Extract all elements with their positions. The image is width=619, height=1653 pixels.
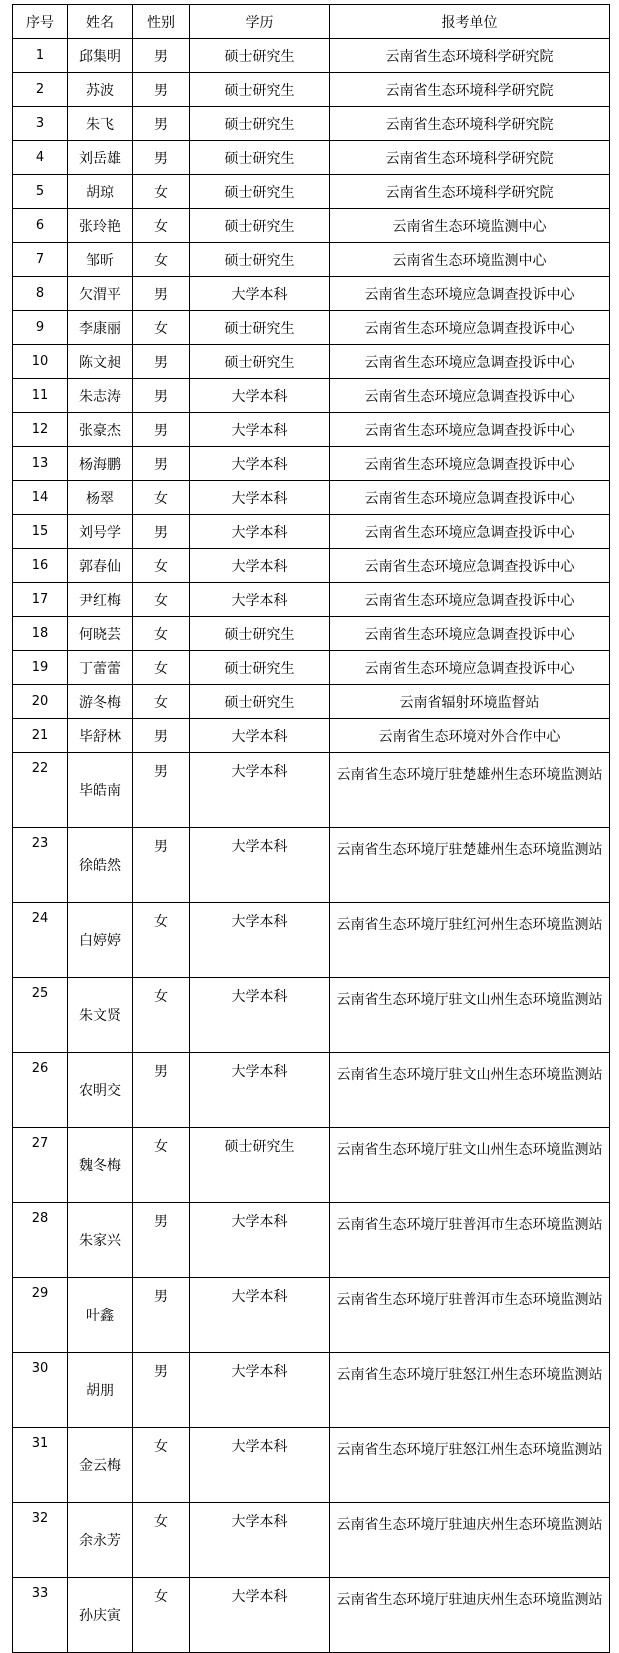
- gender-cell: 男: [133, 413, 190, 447]
- table-header: [13, 5, 610, 39]
- unit-cell: 云南省辐射环境监督站: [330, 685, 610, 719]
- unit-cell: 云南省生态环境应急调查投诉中心: [330, 379, 610, 413]
- unit-cell: 云南省生态环境应急调查投诉中心: [330, 447, 610, 481]
- name-cell: 苏波: [68, 73, 133, 107]
- education-cell: 大学本科: [190, 1353, 330, 1428]
- name-cell: 农明交: [68, 1053, 133, 1128]
- table-row: [13, 311, 610, 345]
- index-cell: 29: [13, 1278, 68, 1353]
- unit-cell: [330, 1578, 610, 1653]
- table-row: [13, 1503, 610, 1578]
- index-cell: 17: [13, 583, 68, 617]
- education-cell: 硕士研究生: [190, 243, 330, 277]
- index-cell: 8: [13, 277, 68, 311]
- education-cell: 硕士研究生: [190, 311, 330, 345]
- index-cell: 2: [13, 73, 68, 107]
- table-row: [13, 1053, 610, 1128]
- unit-cell: [330, 1428, 610, 1503]
- education-cell: 硕士研究生: [190, 651, 330, 685]
- name-cell: 张豪杰: [68, 413, 133, 447]
- index-cell: 22: [13, 753, 68, 828]
- education-cell: 大学本科: [190, 481, 330, 515]
- table-row: [13, 1278, 610, 1353]
- education-cell: 大学本科: [190, 447, 330, 481]
- unit-cell: 云南省生态环境应急调查投诉中心: [330, 277, 610, 311]
- index-cell: 18: [13, 617, 68, 651]
- name-cell: 叶鑫: [68, 1278, 133, 1353]
- education-cell: 大学本科: [190, 379, 330, 413]
- header-unit: 报考单位: [330, 5, 610, 39]
- name-cell: 白婷婷: [68, 903, 133, 978]
- name-cell: 尹红梅: [68, 583, 133, 617]
- name-cell: 张玲艳: [68, 209, 133, 243]
- name-cell: 欠渭平: [68, 277, 133, 311]
- name-cell: 何晓芸: [68, 617, 133, 651]
- table-row: [13, 549, 610, 583]
- unit-cell: 云南省生态环境应急调查投诉中心: [330, 549, 610, 583]
- unit-text: 云南省生态环境厅驻红河州生态环境监测站: [336, 917, 603, 933]
- unit-cell: [330, 1203, 610, 1278]
- gender-cell: 男: [133, 345, 190, 379]
- gender-cell: 女: [133, 1428, 190, 1503]
- index-cell: 28: [13, 1203, 68, 1278]
- gender-cell: 男: [133, 447, 190, 481]
- gender-cell: 女: [133, 209, 190, 243]
- education-cell: 大学本科: [190, 1503, 330, 1578]
- gender-cell: 男: [133, 1278, 190, 1353]
- gender-cell: 女: [133, 243, 190, 277]
- index-cell: 5: [13, 175, 68, 209]
- index-cell: 16: [13, 549, 68, 583]
- table-row: [13, 39, 610, 73]
- gender-cell: 女: [133, 685, 190, 719]
- gender-cell: 女: [133, 651, 190, 685]
- name-cell: 毕舒林: [68, 719, 133, 753]
- gender-cell: 男: [133, 277, 190, 311]
- education-cell: 硕士研究生: [190, 141, 330, 175]
- education-cell: 大学本科: [190, 1203, 330, 1278]
- table-row: [13, 413, 610, 447]
- index-cell: 14: [13, 481, 68, 515]
- name-cell: 游冬梅: [68, 685, 133, 719]
- gender-cell: 男: [133, 1353, 190, 1428]
- education-cell: 大学本科: [190, 903, 330, 978]
- index-cell: 33: [13, 1578, 68, 1653]
- unit-text: 云南省生态环境厅驻文山州生态环境监测站: [336, 1142, 603, 1158]
- index-cell: 15: [13, 515, 68, 549]
- table-row: [13, 753, 610, 828]
- table-row: [13, 209, 610, 243]
- name-cell: 金云梅: [68, 1428, 133, 1503]
- table-row: [13, 379, 610, 413]
- table-row: [13, 73, 610, 107]
- unit-cell: 云南省生态环境科学研究院: [330, 107, 610, 141]
- unit-cell: 云南省生态环境应急调查投诉中心: [330, 583, 610, 617]
- header-gender: 性别: [133, 5, 190, 39]
- gender-cell: 女: [133, 311, 190, 345]
- table-row: [13, 447, 610, 481]
- index-cell: 24: [13, 903, 68, 978]
- table-row: [13, 583, 610, 617]
- table-row: [13, 617, 610, 651]
- name-cell: 胡琼: [68, 175, 133, 209]
- index-cell: 27: [13, 1128, 68, 1203]
- education-cell: 硕士研究生: [190, 617, 330, 651]
- unit-text: 云南省生态环境厅驻普洱市生态环境监测站: [336, 1217, 603, 1233]
- unit-text: 云南省生态环境厅驻怒江州生态环境监测站: [336, 1367, 603, 1383]
- gender-cell: 男: [133, 107, 190, 141]
- name-cell: 余永芳: [68, 1503, 133, 1578]
- index-cell: 1: [13, 39, 68, 73]
- table-row: [13, 345, 610, 379]
- name-cell: 朱志涛: [68, 379, 133, 413]
- education-cell: 大学本科: [190, 753, 330, 828]
- education-cell: 大学本科: [190, 549, 330, 583]
- unit-cell: [330, 978, 610, 1053]
- gender-cell: 男: [133, 828, 190, 903]
- unit-cell: 云南省生态环境科学研究院: [330, 175, 610, 209]
- header-name: 姓名: [68, 5, 133, 39]
- gender-cell: 女: [133, 1503, 190, 1578]
- unit-cell: 云南省生态环境科学研究院: [330, 39, 610, 73]
- unit-cell: [330, 1053, 610, 1128]
- gender-cell: 女: [133, 583, 190, 617]
- education-cell: 大学本科: [190, 583, 330, 617]
- index-cell: 7: [13, 243, 68, 277]
- education-cell: 大学本科: [190, 1053, 330, 1128]
- name-cell: 邱集明: [68, 39, 133, 73]
- gender-cell: 女: [133, 903, 190, 978]
- name-cell: 李康丽: [68, 311, 133, 345]
- unit-cell: 云南省生态环境应急调查投诉中心: [330, 515, 610, 549]
- name-cell: 丁蕾蕾: [68, 651, 133, 685]
- table-row: [13, 1578, 610, 1653]
- table-row: [13, 685, 610, 719]
- index-cell: 4: [13, 141, 68, 175]
- unit-cell: [330, 1278, 610, 1353]
- gender-cell: 男: [133, 515, 190, 549]
- unit-text: 云南省生态环境厅驻文山州生态环境监测站: [336, 1067, 603, 1083]
- table-row: [13, 1203, 610, 1278]
- unit-cell: 云南省生态环境对外合作中心: [330, 719, 610, 753]
- table-row: [13, 1128, 610, 1203]
- table-row: [13, 1353, 610, 1428]
- unit-cell: [330, 828, 610, 903]
- unit-cell: [330, 903, 610, 978]
- name-cell: 邹昕: [68, 243, 133, 277]
- unit-text: 云南省生态环境厅驻楚雄州生态环境监测站: [336, 842, 603, 858]
- unit-cell: [330, 753, 610, 828]
- unit-text: 云南省生态环境厅驻怒江州生态环境监测站: [336, 1442, 603, 1458]
- table-row: [13, 903, 610, 978]
- name-cell: 朱文贤: [68, 978, 133, 1053]
- name-cell: 魏冬梅: [68, 1128, 133, 1203]
- education-cell: 硕士研究生: [190, 1128, 330, 1203]
- unit-text: 云南省生态环境厅驻普洱市生态环境监测站: [336, 1292, 603, 1308]
- header-index: 序号: [13, 5, 68, 39]
- name-cell: 刘岳雄: [68, 141, 133, 175]
- table-body: [13, 39, 610, 1653]
- index-cell: 20: [13, 685, 68, 719]
- unit-cell: [330, 1503, 610, 1578]
- unit-cell: 云南省生态环境科学研究院: [330, 73, 610, 107]
- index-cell: 32: [13, 1503, 68, 1578]
- education-cell: 大学本科: [190, 978, 330, 1053]
- unit-cell: 云南省生态环境应急调查投诉中心: [330, 617, 610, 651]
- education-cell: 硕士研究生: [190, 107, 330, 141]
- table-row: [13, 277, 610, 311]
- candidate-table: [12, 4, 610, 1653]
- unit-cell: 云南省生态环境监测中心: [330, 243, 610, 277]
- index-cell: 12: [13, 413, 68, 447]
- index-cell: 30: [13, 1353, 68, 1428]
- unit-cell: 云南省生态环境应急调查投诉中心: [330, 413, 610, 447]
- name-cell: 朱飞: [68, 107, 133, 141]
- index-cell: 11: [13, 379, 68, 413]
- table-row: [13, 481, 610, 515]
- gender-cell: 男: [133, 73, 190, 107]
- unit-text: 云南省生态环境厅驻迪庆州生态环境监测站: [336, 1592, 603, 1608]
- name-cell: 郭春仙: [68, 549, 133, 583]
- gender-cell: 女: [133, 175, 190, 209]
- education-cell: 大学本科: [190, 719, 330, 753]
- name-cell: 杨海鹏: [68, 447, 133, 481]
- table-row: [13, 141, 610, 175]
- unit-cell: 云南省生态环境应急调查投诉中心: [330, 345, 610, 379]
- name-cell: 陈文昶: [68, 345, 133, 379]
- name-cell: 朱家兴: [68, 1203, 133, 1278]
- gender-cell: 女: [133, 481, 190, 515]
- table-row: [13, 175, 610, 209]
- education-cell: 大学本科: [190, 413, 330, 447]
- gender-cell: 男: [133, 753, 190, 828]
- education-cell: 硕士研究生: [190, 175, 330, 209]
- name-cell: 胡朋: [68, 1353, 133, 1428]
- header-education: 学历: [190, 5, 330, 39]
- index-cell: 19: [13, 651, 68, 685]
- unit-cell: 云南省生态环境科学研究院: [330, 141, 610, 175]
- index-cell: 6: [13, 209, 68, 243]
- name-cell: 孙庆寅: [68, 1578, 133, 1653]
- table-row: [13, 243, 610, 277]
- table-row: [13, 828, 610, 903]
- education-cell: 硕士研究生: [190, 73, 330, 107]
- unit-cell: 云南省生态环境监测中心: [330, 209, 610, 243]
- table-row: [13, 978, 610, 1053]
- index-cell: 25: [13, 978, 68, 1053]
- gender-cell: 女: [133, 1128, 190, 1203]
- education-cell: 硕士研究生: [190, 39, 330, 73]
- education-cell: 大学本科: [190, 1578, 330, 1653]
- gender-cell: 男: [133, 379, 190, 413]
- index-cell: 23: [13, 828, 68, 903]
- index-cell: 10: [13, 345, 68, 379]
- table-row: [13, 1428, 610, 1503]
- education-cell: 硕士研究生: [190, 209, 330, 243]
- education-cell: 大学本科: [190, 828, 330, 903]
- unit-cell: 云南省生态环境应急调查投诉中心: [330, 651, 610, 685]
- gender-cell: 男: [133, 1053, 190, 1128]
- gender-cell: 女: [133, 549, 190, 583]
- table-row: [13, 107, 610, 141]
- education-cell: 大学本科: [190, 515, 330, 549]
- unit-cell: [330, 1353, 610, 1428]
- unit-cell: [330, 1128, 610, 1203]
- unit-text: 云南省生态环境厅驻楚雄州生态环境监测站: [336, 767, 603, 783]
- index-cell: 13: [13, 447, 68, 481]
- name-cell: 毕皓南: [68, 753, 133, 828]
- index-cell: 9: [13, 311, 68, 345]
- education-cell: 大学本科: [190, 1278, 330, 1353]
- unit-text: 云南省生态环境厅驻迪庆州生态环境监测站: [336, 1517, 603, 1533]
- gender-cell: 女: [133, 1578, 190, 1653]
- unit-text: 云南省生态环境厅驻文山州生态环境监测站: [336, 992, 603, 1008]
- name-cell: 杨翠: [68, 481, 133, 515]
- name-cell: 徐皓然: [68, 828, 133, 903]
- name-cell: 刘号学: [68, 515, 133, 549]
- table-row: [13, 651, 610, 685]
- gender-cell: 男: [133, 141, 190, 175]
- index-cell: 31: [13, 1428, 68, 1503]
- table-row: [13, 515, 610, 549]
- gender-cell: 男: [133, 39, 190, 73]
- gender-cell: 女: [133, 978, 190, 1053]
- education-cell: 大学本科: [190, 1428, 330, 1503]
- index-cell: 3: [13, 107, 68, 141]
- unit-cell: 云南省生态环境应急调查投诉中心: [330, 481, 610, 515]
- education-cell: 大学本科: [190, 277, 330, 311]
- index-cell: 26: [13, 1053, 68, 1128]
- gender-cell: 男: [133, 719, 190, 753]
- education-cell: 硕士研究生: [190, 685, 330, 719]
- education-cell: 硕士研究生: [190, 345, 330, 379]
- index-cell: 21: [13, 719, 68, 753]
- table-row: [13, 719, 610, 753]
- unit-cell: 云南省生态环境应急调查投诉中心: [330, 311, 610, 345]
- header-row: [13, 5, 610, 39]
- gender-cell: 女: [133, 617, 190, 651]
- gender-cell: 男: [133, 1203, 190, 1278]
